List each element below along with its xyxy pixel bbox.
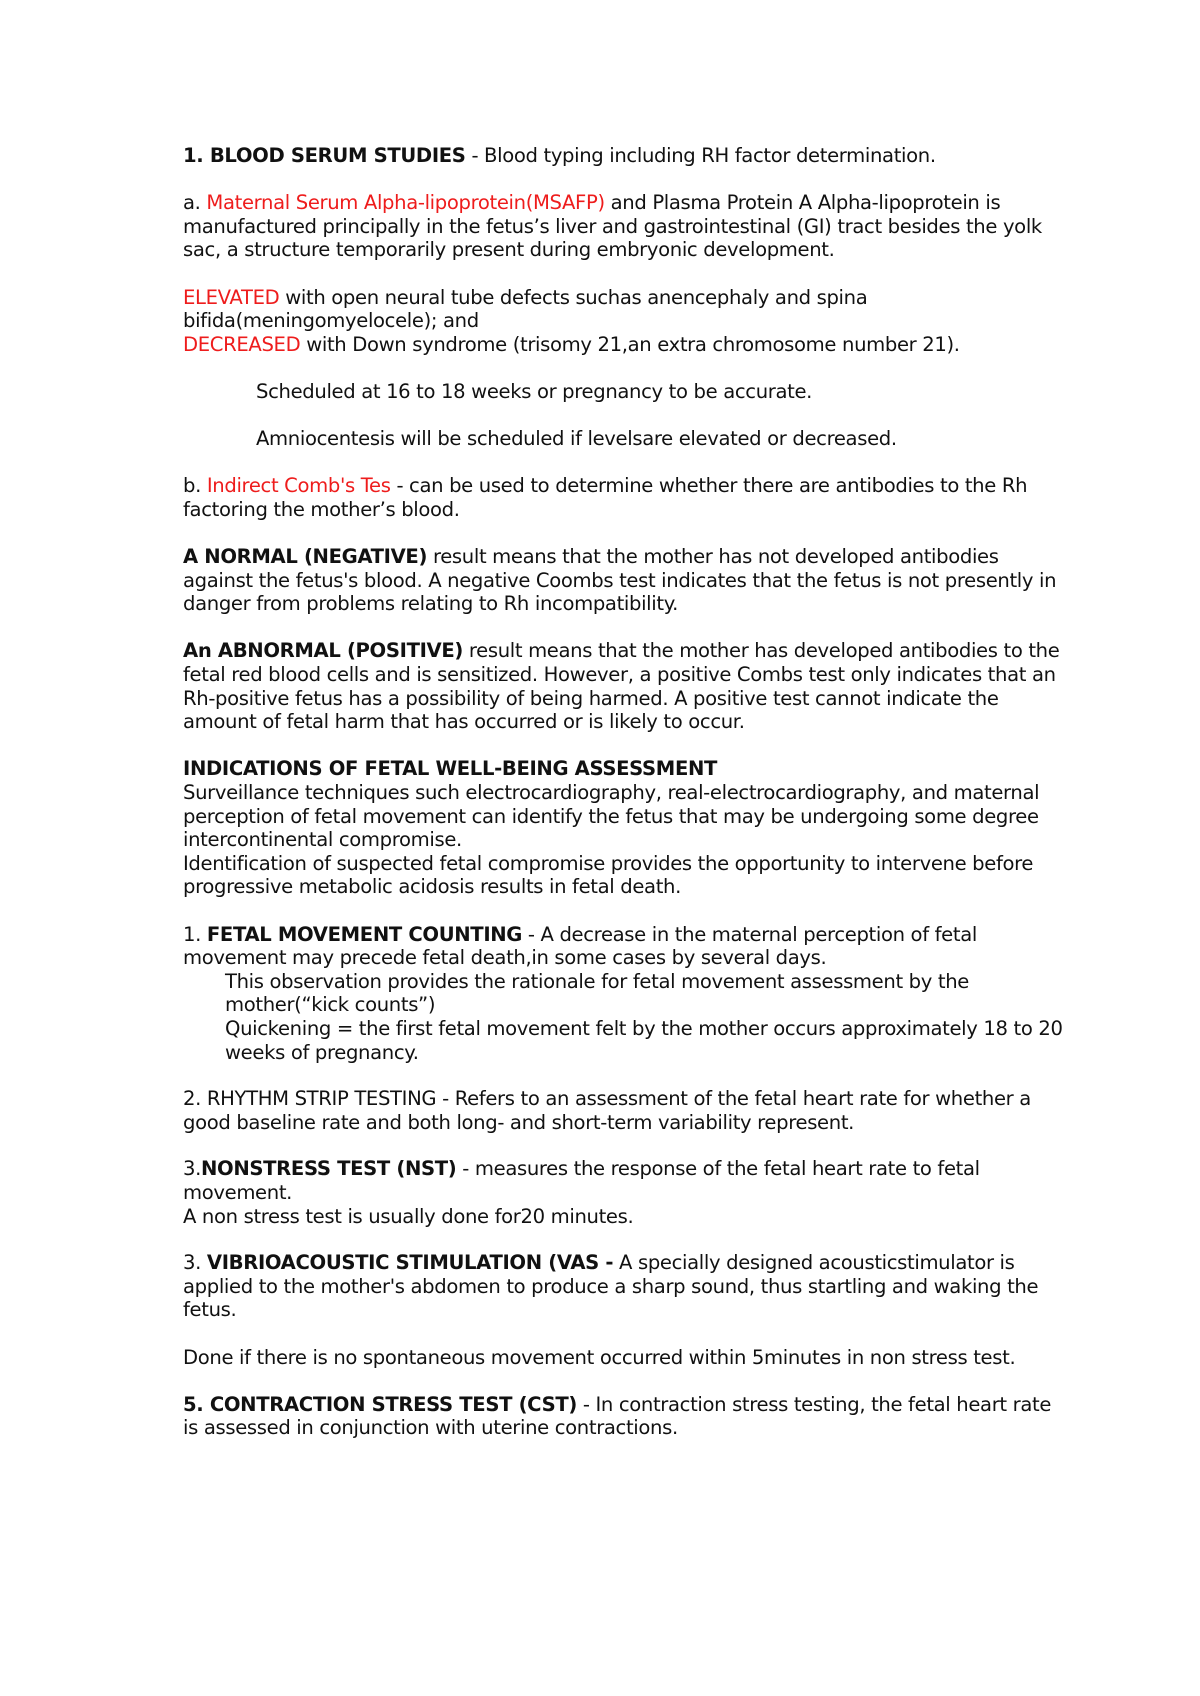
vas-done-paragraph: Done if there is no spontaneous movement occurred within 5minutes in non stress test. bbox=[183, 1345, 1016, 1369]
msafp-prefix: a. bbox=[183, 191, 207, 215]
scheduled-line: Scheduled at 16 to 18 weeks or pregnancy to be accurate. bbox=[256, 379, 813, 403]
contraction-stress-paragraph bbox=[183, 1393, 1063, 1440]
nonstress-prefix: 3. bbox=[183, 1157, 201, 1181]
quickening-line: Quickening = the first fetal movement felt by the mother occurs approximately 18 to 20 weeks of pregnancy. bbox=[225, 1016, 1063, 1064]
nonstress-test-paragraph bbox=[183, 1157, 1063, 1204]
normal-result-paragraph bbox=[183, 545, 1063, 616]
fetal-movement-label: FETAL MOVEMENT COUNTING bbox=[206, 922, 523, 946]
coombs-prefix: b. bbox=[183, 474, 207, 498]
abnormal-result-text: result means that the mother has developed antibodies to the fetal red blood cells and is sensitized. However, a positive Combs test only indicates that an Rh-positive fetus has a possibility of being harmed. A positive test cannot indicate the amount of fetal harm that has occurred or is likely to occur. bbox=[183, 639, 1060, 734]
coombs-term: Indirect Comb's Tes bbox=[206, 474, 391, 498]
vas-prefix: 3. bbox=[183, 1251, 207, 1275]
elevated-text: with open neural tube defects suchas anencephaly and spina bifida(meningomyelocele); and bbox=[183, 285, 868, 333]
contraction-stress-text: - In contraction stress testing, the fetal heart rate is assessed in conjunction with uterine contractions. bbox=[183, 1392, 1052, 1440]
coombs-text: - can be used to determine whether there are antibodies to the Rh factoring the mother’s blood. bbox=[183, 474, 1028, 521]
fetal-movement-text: - A decrease in the maternal perception of fetal movement may precede fetal death,in some cases by several days. bbox=[183, 922, 977, 970]
nonstress-duration-line: A non stress test is usually done for20 minutes. bbox=[183, 1204, 634, 1228]
abnormal-result-label: An ABNORMAL (POSITIVE) bbox=[183, 639, 463, 663]
blood-serum-studies-text: - Blood typing including RH factor determination. bbox=[465, 144, 936, 167]
normal-result-text: result means that the mother has not developed antibodies against the fetus's blood. A negative Coombs test indicates that the fetus is not presently in danger from problems relating to Rh incompatibility. bbox=[183, 545, 1057, 616]
indications-line-2: Identification of suspected fetal compromise provides the opportunity to intervene before progressive metabolic acidosis results in fetal death. bbox=[183, 851, 1034, 899]
abnormal-result-paragraph bbox=[183, 639, 1063, 733]
indications-line-1: Surveillance techniques such electrocardiography, real-electrocardiography, and maternal perception of fetal movement can identify the fetus that may be undergoing some degree intercontinental compromise. bbox=[183, 781, 1040, 852]
blood-serum-studies-line bbox=[183, 144, 1063, 168]
msafp-paragraph bbox=[183, 191, 1063, 262]
nonstress-label: NONSTRESS TEST (NST) bbox=[201, 1157, 457, 1181]
document-page bbox=[183, 144, 1063, 1440]
decreased-term: DECREASED bbox=[183, 332, 301, 356]
normal-result-label: A NORMAL (NEGATIVE) bbox=[183, 545, 428, 569]
blood-serum-studies-heading: 1. BLOOD SERUM STUDIES bbox=[183, 144, 466, 167]
elevated-term: ELEVATED bbox=[183, 285, 280, 309]
contraction-stress-label: 5. CONTRACTION STRESS TEST (CST) bbox=[183, 1392, 577, 1416]
msafp-term: Maternal Serum Alpha-lipoprotein(MSAFP) bbox=[206, 191, 605, 215]
vas-label: VIBRIOACOUSTIC STIMULATION (VAS - bbox=[206, 1251, 614, 1275]
indications-heading-text: INDICATIONS OF FETAL WELL-BEING ASSESSMENT bbox=[183, 757, 718, 781]
fetal-movement-prefix: 1. bbox=[183, 922, 207, 946]
kick-counts-line: This observation provides the rationale for fetal movement assessment by the mother(“kick counts”) bbox=[225, 969, 969, 1017]
amniocentesis-line: Amniocentesis will be scheduled if levelsare elevated or decreased. bbox=[256, 427, 897, 451]
coombs-paragraph bbox=[183, 474, 1063, 521]
rhythm-strip-paragraph: 2. RHYTHM STRIP TESTING - Refers to an assessment of the fetal heart rate for whether a good baseline rate and both long- and short-term variability represent. bbox=[183, 1087, 1031, 1134]
vas-text: A specially designed acousticstimulator is applied to the mother's abdomen to produce a sharp sound, thus startling and waking the fetus. bbox=[183, 1251, 1039, 1322]
decreased-line bbox=[183, 333, 1063, 357]
msafp-text: and Plasma Protein A Alpha-lipoprotein is manufactured principally in the fetus’s liver and gastrointestinal (GI) tract besides the yolk sac, a structure temporarily present during embryonic development. bbox=[183, 191, 1042, 262]
decreased-text: with Down syndrome (trisomy 21,an extra chromosome number 21). bbox=[300, 332, 960, 356]
elevated-line bbox=[183, 286, 1063, 333]
vas-paragraph bbox=[183, 1251, 1063, 1322]
fetal-movement-paragraph bbox=[183, 923, 1063, 970]
indications-heading bbox=[183, 757, 1063, 781]
nonstress-text: - measures the response of the fetal heart rate to fetal movement. bbox=[183, 1157, 980, 1204]
